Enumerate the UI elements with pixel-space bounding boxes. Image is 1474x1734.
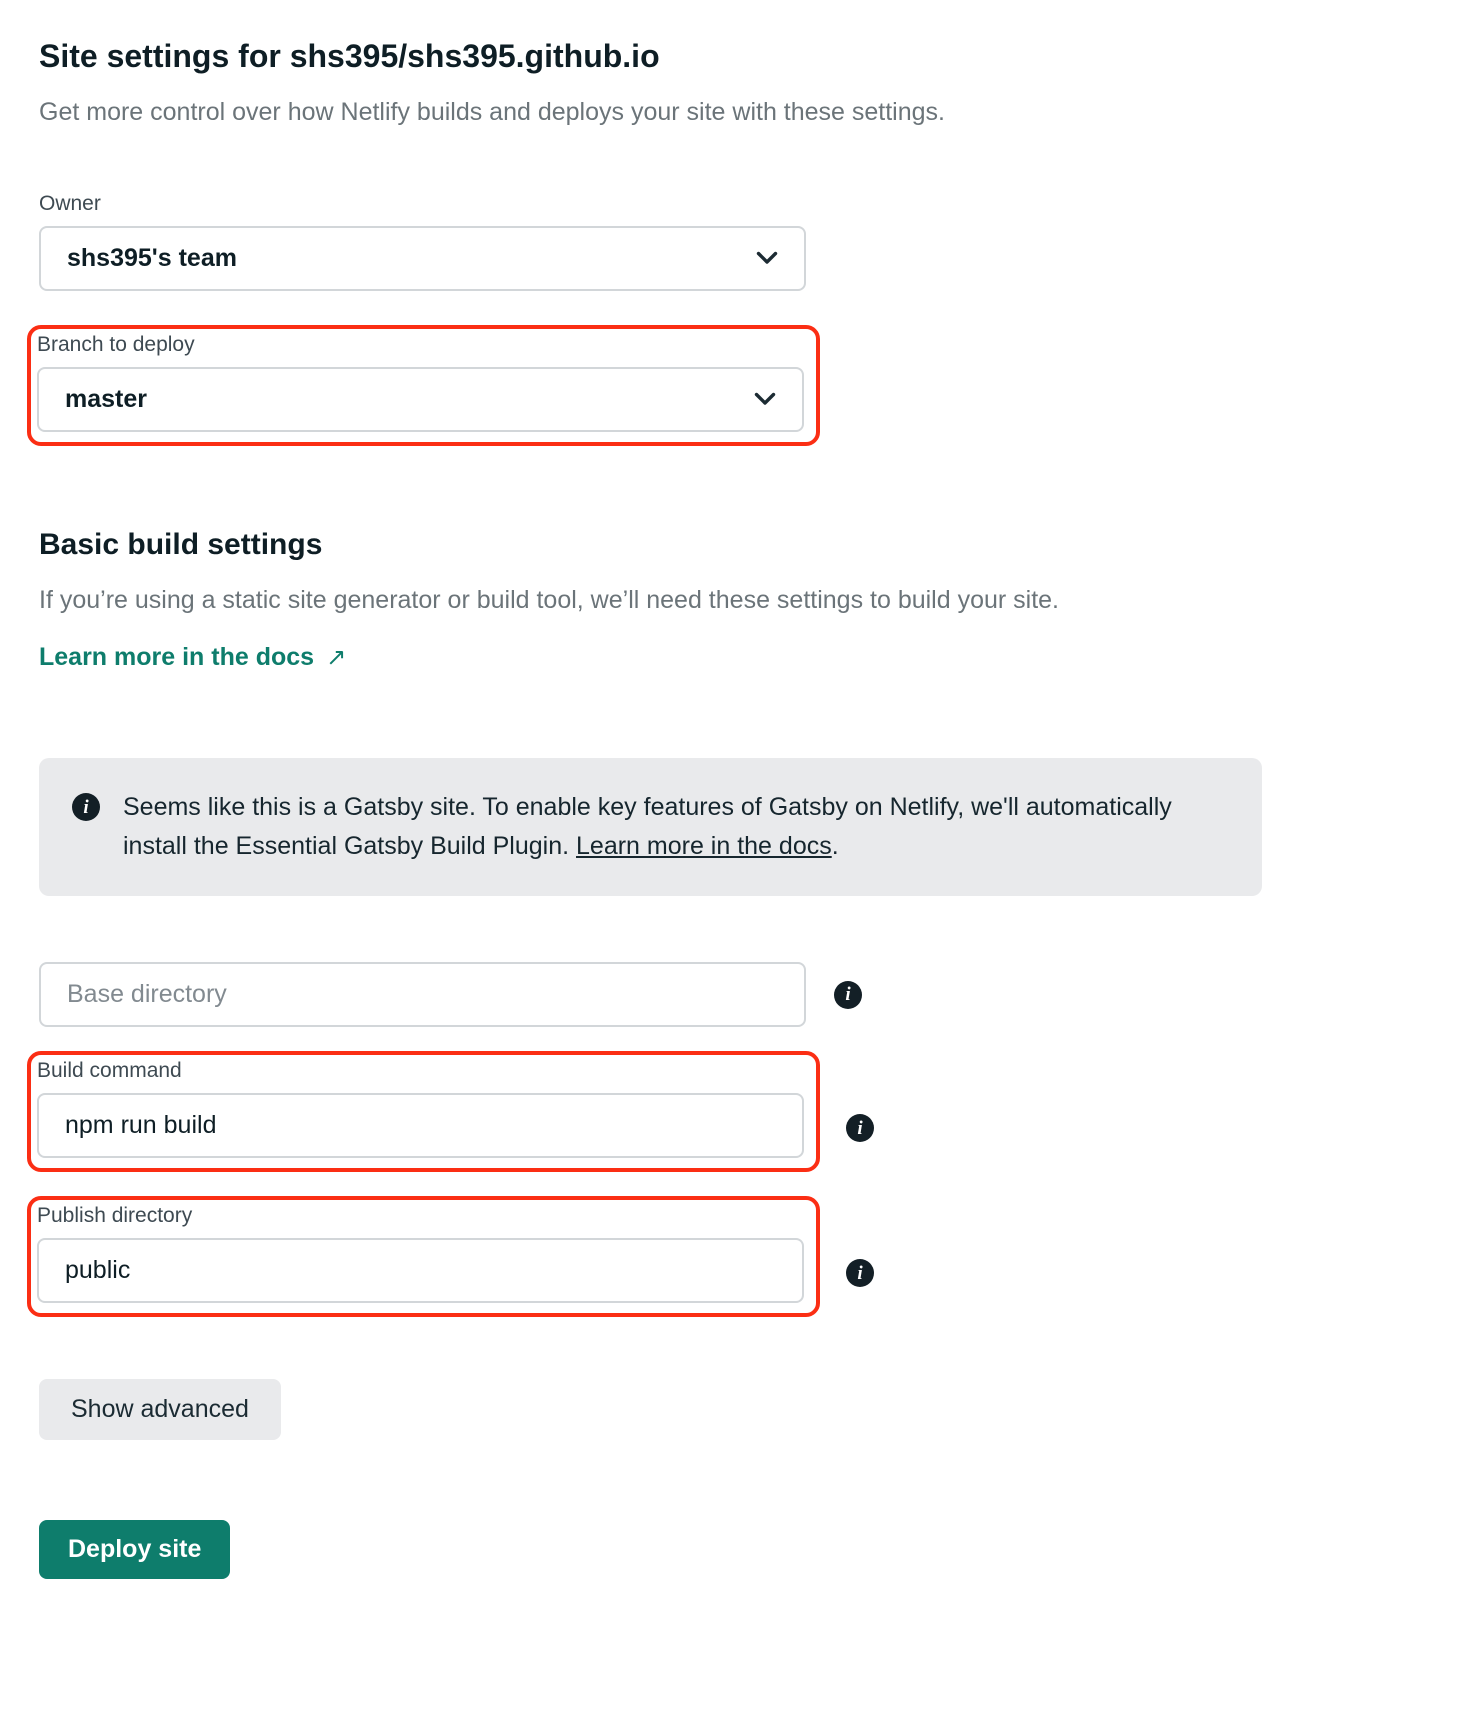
notice-docs-link[interactable]: Learn more in the docs <box>576 832 832 860</box>
learn-more-docs-link[interactable] <box>39 643 346 672</box>
publish-directory-info-icon[interactable]: i <box>846 1259 874 1287</box>
deploy-site-button[interactable]: Deploy site <box>39 1520 230 1579</box>
branch-to-deploy-select[interactable] <box>37 367 804 432</box>
notice-text-after: . <box>831 832 839 860</box>
page-title: Site settings for shs395/shs395.github.io <box>39 38 660 74</box>
annotation-highlight-build-command <box>27 1051 820 1172</box>
chevron-down-icon <box>756 251 778 265</box>
build-command-row <box>39 1051 1434 1172</box>
build-command-info-icon[interactable]: i <box>846 1114 874 1142</box>
branch-to-deploy-label: Branch to deploy <box>37 332 195 356</box>
notice-text-before: Seems like this is a Gatsby site. To enable key features of Gatsby on Netlify, we'll automatically install the Essential Gatsby Build Plugin. <box>123 793 1172 860</box>
publish-directory-row <box>39 1196 1434 1317</box>
owner-label: Owner <box>39 191 101 215</box>
base-directory-input[interactable] <box>39 962 806 1027</box>
external-link-arrow-icon: ↗ <box>326 644 347 671</box>
docs-link-label: Learn more in the docs <box>39 643 315 671</box>
owner-field-group <box>39 192 1434 291</box>
page-subtitle: Get more control over how Netlify builds and deploys your site with these settings. <box>39 98 945 126</box>
build-settings-description: If you’re using a static site generator or build tool, we’ll need these settings to build your site. <box>39 585 1060 614</box>
build-command-input[interactable] <box>37 1093 804 1158</box>
base-directory-info-icon[interactable]: i <box>834 981 862 1009</box>
annotation-highlight-branch <box>27 325 820 446</box>
publish-directory-label: Publish directory <box>37 1204 193 1227</box>
info-icon: i <box>72 793 100 821</box>
show-advanced-button[interactable]: Show advanced <box>39 1379 281 1440</box>
branch-select-value: master <box>65 384 147 413</box>
owner-select[interactable] <box>39 226 806 291</box>
annotation-highlight-publish-directory <box>27 1196 820 1317</box>
publish-directory-input[interactable] <box>37 1238 804 1303</box>
gatsby-notice <box>39 758 1262 896</box>
owner-select-value: shs395's team <box>67 243 237 272</box>
build-command-label: Build command <box>37 1059 182 1082</box>
chevron-down-icon <box>754 392 776 406</box>
base-directory-field-group <box>39 962 1434 1027</box>
gatsby-notice-text <box>123 788 1218 866</box>
section-heading-basic-build-settings: Basic build settings <box>39 527 323 561</box>
